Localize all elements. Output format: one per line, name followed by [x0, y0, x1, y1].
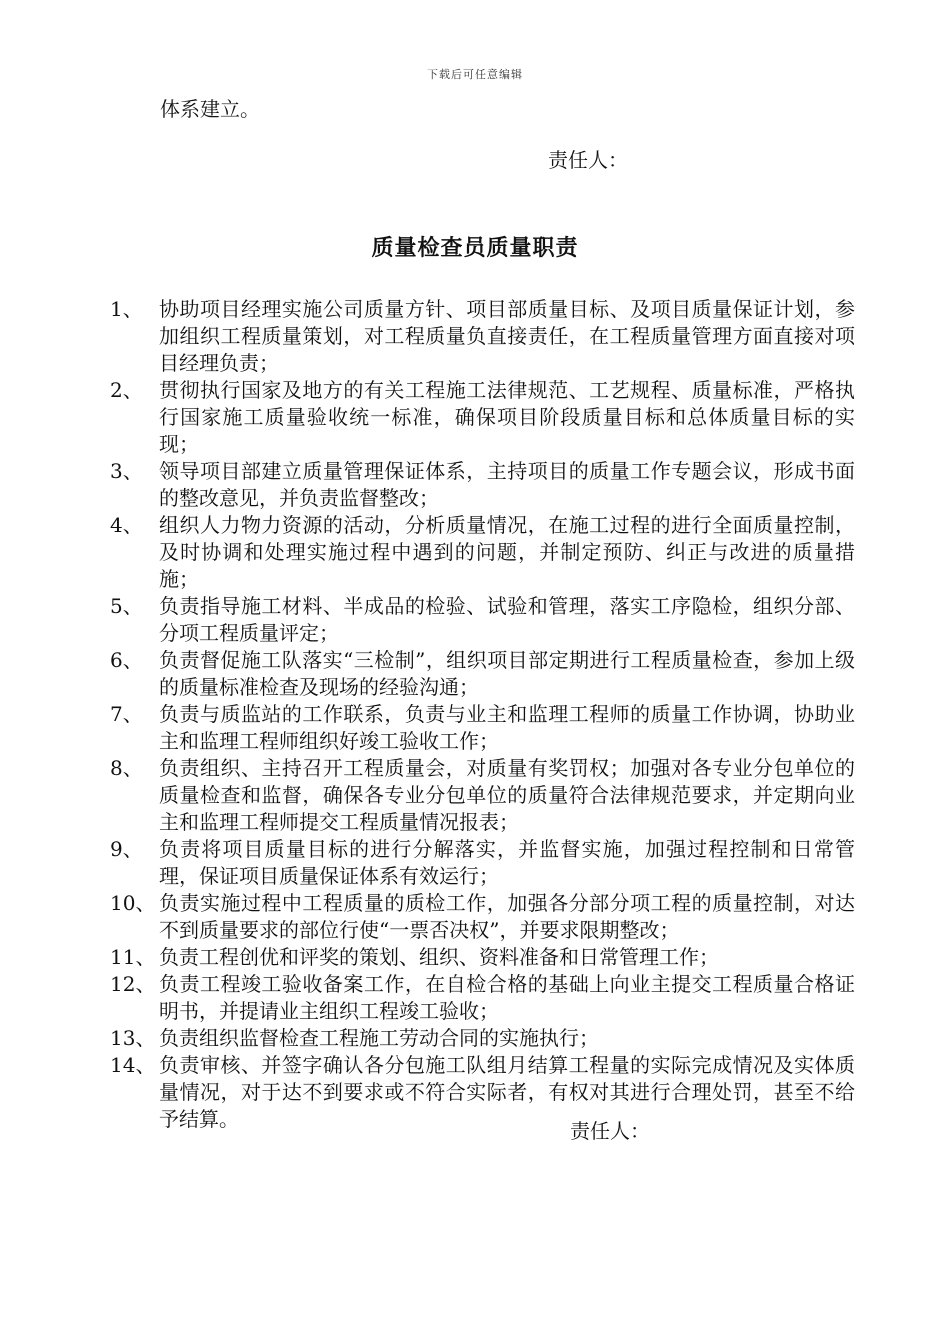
item-number: 6、: [110, 648, 143, 672]
item-text: 负责工程竣工验收备案工作，在自检合格的基础上向业主提交工程质量合格证明书，并提请业主组织工程竣工验收；: [159, 972, 855, 1023]
item-number: 2、: [110, 378, 143, 402]
item-text: 负责指导施工材料、半成品的检验、试验和管理，落实工序隐检，组织分部、分项工程质量评定；: [159, 594, 855, 645]
item-number: 1、: [110, 297, 143, 321]
item-text: 负责工程创优和评奖的策划、组织、资料准备和日常管理工作；: [159, 945, 719, 969]
item-text: 负责督促施工队落实“三检制”，组织项目部定期进行工程质量检查，参加上级的质量标准检查及现场的经验沟通；: [159, 648, 855, 699]
item-text: 领导项目部建立质量管理保证体系，主持项目的质量工作专题会议，形成书面的整改意见，并负责监督整改；: [159, 459, 855, 510]
list-item: [110, 971, 855, 1025]
item-number: 12、: [110, 972, 156, 996]
item-number: 9、: [110, 837, 143, 861]
item-number: 11、: [110, 945, 156, 969]
list-item: [110, 647, 855, 701]
list-item: [110, 1052, 855, 1133]
header-note: 下载后可任意编辑: [427, 68, 523, 81]
list-item: [110, 296, 855, 377]
document-title: 质量检查员质量职责: [371, 235, 579, 261]
item-number: 10、: [110, 891, 156, 915]
item-number: 7、: [110, 702, 143, 726]
signer-label-bottom: 责任人：: [570, 1119, 650, 1143]
previous-section-tail: 体系建立。: [160, 97, 260, 121]
duty-list: [110, 296, 855, 1133]
item-text: 负责组织监督检查工程施工劳动合同的实施执行；: [159, 1026, 599, 1050]
item-text: 负责组织、主持召开工程质量会，对质量有奖罚权；加强对各专业分包单位的质量检查和监督，确保各专业分包单位的质量符合法律规范要求，并定期向业主和监理工程师提交工程质量情况报表；: [159, 756, 855, 834]
item-text: 负责审核、并签字确认各分包施工队组月结算工程量的实际完成情况及实体质量情况，对于达不到要求或不符合实际者，有权对其进行合理处罚，甚至不给予结算。: [159, 1053, 855, 1131]
signer-label-top: 责任人：: [548, 148, 628, 172]
item-text: 负责与质监站的工作联系，负责与业主和监理工程师的质量工作协调，协助业主和监理工程师组织好竣工验收工作；: [159, 702, 855, 753]
item-text: 组织人力物力资源的活动，分析质量情况，在施工过程的进行全面质量控制，及时协调和处理实施过程中遇到的问题，并制定预防、纠正与改进的质量措施；: [159, 513, 855, 591]
list-item: [110, 512, 855, 593]
list-item: [110, 944, 855, 971]
list-item: [110, 836, 855, 890]
list-item: [110, 593, 855, 647]
item-number: 5、: [110, 594, 143, 618]
list-item: [110, 755, 855, 836]
item-number: 4、: [110, 513, 143, 537]
item-number: 8、: [110, 756, 143, 780]
item-number: 14、: [110, 1053, 156, 1077]
item-number: 3、: [110, 459, 143, 483]
list-item: [110, 1025, 855, 1052]
item-number: 13、: [110, 1026, 156, 1050]
list-item: [110, 377, 855, 458]
item-text: 负责实施过程中工程质量的质检工作，加强各分部分项工程的质量控制，对达不到质量要求的部位行使“一票否决权”，并要求限期整改；: [159, 891, 855, 942]
item-text: 协助项目经理实施公司质量方针、项目部质量目标、及项目质量保证计划，参加组织工程质量策划，对工程质量负直接责任，在工程质量管理方面直接对项目经理负责；: [159, 297, 855, 375]
list-item: [110, 701, 855, 755]
list-item: [110, 458, 855, 512]
list-item: [110, 890, 855, 944]
item-text: 贯彻执行国家及地方的有关工程施工法律规范、工艺规程、质量标准，严格执行国家施工质量验收统一标准，确保项目阶段质量目标和总体质量目标的实现；: [159, 378, 855, 456]
item-text: 负责将项目质量目标的进行分解落实，并监督实施，加强过程控制和日常管理，保证项目质量保证体系有效运行；: [159, 837, 855, 888]
